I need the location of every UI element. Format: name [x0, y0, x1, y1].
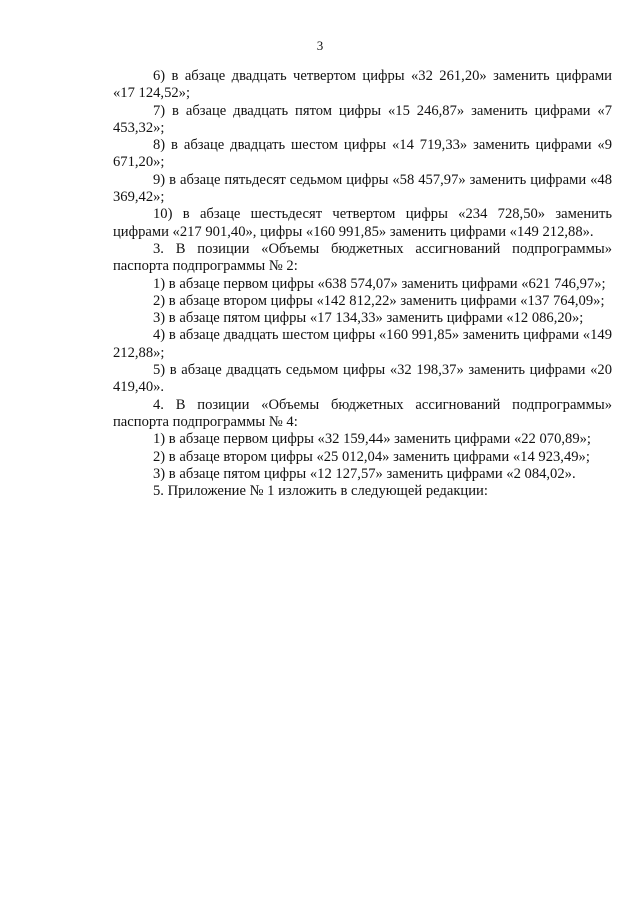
section-4-heading: 4. В позиции «Объемы бюджетных ассигнований подпрограммы» паспорта подпрограммы № 4: [113, 396, 612, 430]
section-4-item-2: 2) в абзаце втором цифры «25 012,04» заменить цифрами «14 923,49»; [153, 448, 590, 465]
section-5-heading: 5. Приложение № 1 изложить в следующей редакции: [153, 483, 488, 500]
section-3-heading: 3. В позиции «Объемы бюджетных ассигнований подпрограммы» паспорта подпрограммы № 2: [113, 240, 612, 275]
section-3-item-4: 4) в абзаце двадцать шестом цифры «160 991,85» заменить цифрами «149 212,88»; [113, 327, 612, 361]
section-3-item-5: 5) в абзаце двадцать седьмом цифры «32 198,37» заменить цифрами «20 419,40». [113, 362, 612, 396]
document-body [113, 68, 612, 500]
amendment-item-10: 10) в абзаце шестьдесят четвертом цифры «234 728,50» заменить цифрами «217 901,40», цифры «160 991,85» заменить цифрами «149 212,88». [113, 206, 612, 240]
amendment-item-8: 8) в абзаце двадцать шестом цифры «14 719,33» заменить цифрами «9 671,20»; [113, 137, 612, 171]
amendment-item-6: 6) в абзаце двадцать четвертом цифры «32 261,20» заменить цифрами «17 124,52»; [113, 68, 612, 102]
amendment-item-7: 7) в абзаце двадцать пятом цифры «15 246,87» заменить цифрами «7 453,32»; [113, 102, 612, 136]
page-number: 3 [316, 38, 324, 53]
section-3-item-2: 2) в абзаце втором цифры «142 812,22» заменить цифрами «137 764,09»; [153, 292, 605, 309]
section-3-item-1: 1) в абзаце первом цифры «638 574,07» заменить цифрами «621 746,97»; [153, 275, 606, 292]
amendment-item-9: 9) в абзаце пятьдесят седьмом цифры «58 457,97» заменить цифрами «48 369,42»; [113, 171, 612, 206]
section-4-item-1: 1) в абзаце первом цифры «32 159,44» заменить цифрами «22 070,89»; [153, 431, 591, 448]
section-3-item-3: 3) в абзаце пятом цифры «17 134,33» заменить цифрами «12 086,20»; [153, 310, 584, 327]
section-4-item-3: 3) в абзаце пятом цифры «12 127,57» заменить цифрами «2 084,02». [153, 465, 576, 482]
